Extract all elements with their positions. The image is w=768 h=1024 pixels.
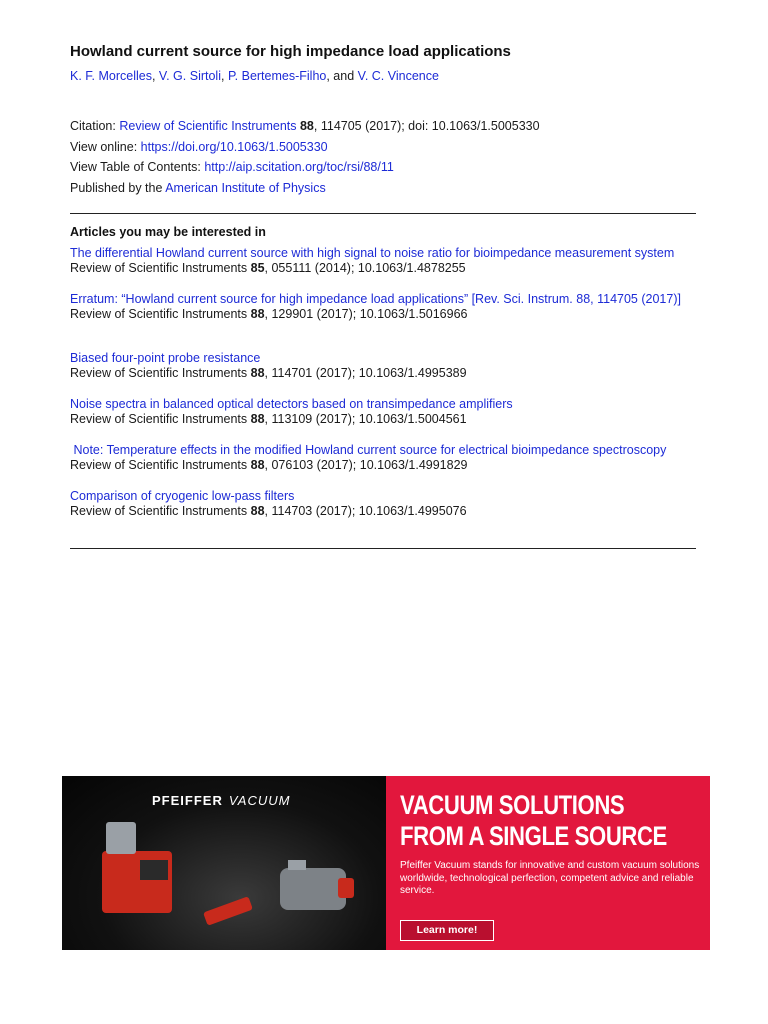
reference-journal: Review of Scientific Instruments [70,503,251,518]
related-article [70,489,698,518]
doi-link[interactable]: https://doi.org/10.1063/1.5005330 [140,139,328,154]
divider [70,548,696,549]
view-online-line [70,137,540,158]
citation-details: , 114705 (2017); doi: 10.1063/1.5005330 [313,119,540,133]
citation-line [70,116,540,137]
author-link[interactable]: V. C. Vincence [357,69,439,83]
ad-headline [400,790,667,852]
paper-title: Howland current source for high impedance load applications [70,43,511,60]
author-separator: , [151,69,159,83]
reference-volume: 88 [250,411,265,426]
journal-link[interactable]: Review of Scientific Instruments [119,119,297,133]
related-article-title-link[interactable]: Erratum: “Howland current source for high impedance load applications” [Rev. Sci. Instrum. 88, 114705 (2017)] [70,292,681,306]
divider [70,213,696,214]
related-articles-heading: Articles you may be interested in [70,225,266,239]
related-article-reference [70,261,698,276]
ad-headline-line: VACUUM SOLUTIONS [400,790,625,820]
reference-journal: Review of Scientific Instruments [70,457,251,472]
related-article [70,443,698,472]
author-conjunction: , and [326,69,358,83]
rotary-pump-motor [280,868,346,910]
reference-journal: Review of Scientific Instruments [70,306,251,321]
related-article-reference [70,458,698,473]
related-article [70,292,698,321]
related-article [70,246,698,275]
pump-panel [140,860,168,880]
publisher-link[interactable]: American Institute of Physics [165,181,326,196]
related-article-reference [70,412,698,427]
author-list [70,69,439,83]
pump-flange [106,822,136,854]
reference-journal: Review of Scientific Instruments [70,260,251,275]
citation-label: Citation: [70,119,120,133]
published-by-line [70,178,540,199]
reference-journal: Review of Scientific Instruments [70,365,251,380]
reference-details: , 113109 (2017); 10.1063/1.5004561 [264,411,467,426]
reference-volume: 88 [250,365,265,380]
reference-volume: 88 [250,306,265,321]
view-toc-line [70,157,540,178]
vacuum-pump-illustration [62,776,386,950]
related-article-title-link[interactable]: Note: Temperature effects in the modified Howland current source for electrical bioimpedance spectroscopy [70,443,667,457]
ad-blurb: Pfeiffer Vacuum stands for innovative and custom vacuum solutions worldwide, technological perfection, competent advice and reliable service. [400,860,700,896]
ad-text-panel [386,776,710,950]
related-article-title-link[interactable]: Biased four-point probe resistance [70,351,261,365]
gauge-body [203,896,253,926]
reference-details: , 076103 (2017); 10.1063/1.4991829 [264,457,468,472]
ad-headline-line: FROM A SINGLE SOURCE [400,821,667,851]
related-article [70,351,698,380]
reference-details: , 114703 (2017); 10.1063/1.4995076 [264,503,467,518]
advertisement-banner[interactable] [62,776,710,950]
author-link[interactable]: P. Bertemes-Filho [227,69,327,83]
reference-details: , 055111 (2014); 10.1063/1.4878255 [264,260,466,275]
related-article-title-link[interactable]: Noise spectra in balanced optical detectors based on transimpedance amplifiers [70,397,513,411]
related-article [70,397,698,426]
reference-volume: 85 [250,260,265,275]
related-article-reference [70,307,698,322]
author-link[interactable]: K. F. Morcelles [70,69,152,83]
related-article-title-link[interactable]: Comparison of cryogenic low-pass filters [70,489,295,503]
ad-product-image [62,776,386,950]
brand-name: PFEIFFER [152,793,223,808]
rotary-pump-handle [288,860,306,870]
rotary-pump-cap [338,878,354,898]
view-online-label: View online: [70,139,141,154]
toc-link[interactable]: http://aip.scitation.org/toc/rsi/88/11 [204,160,394,175]
related-article-reference [70,504,698,519]
author-separator: , [220,69,228,83]
reference-volume: 88 [250,457,265,472]
related-article-title-link[interactable]: The differential Howland current source with high signal to noise ratio for bioimpedance measurement system [70,246,675,260]
view-toc-label: View Table of Contents: [70,160,205,175]
learn-more-button[interactable]: Learn more! [400,920,494,941]
reference-details: , 129901 (2017); 10.1063/1.5016966 [264,306,468,321]
brand-suffix: VACUUM [228,793,291,808]
reference-journal: Review of Scientific Instruments [70,411,251,426]
citation-volume: 88 [299,119,314,133]
reference-volume: 88 [250,503,265,518]
citation-block [70,116,540,199]
reference-details: , 114701 (2017); 10.1063/1.4995389 [264,365,467,380]
published-by-label: Published by the [70,181,166,196]
related-article-reference [70,366,698,381]
author-link[interactable]: V. G. Sirtoli [158,69,221,83]
